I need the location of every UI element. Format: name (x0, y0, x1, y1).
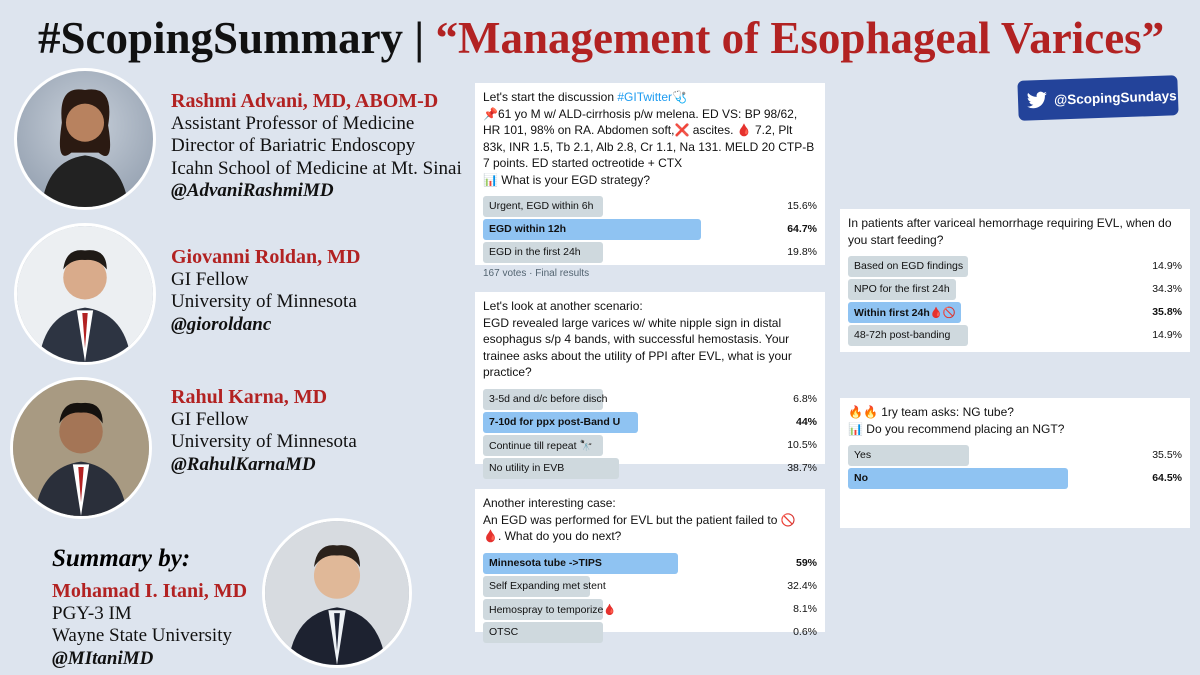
poll-card-failed-evl (475, 489, 825, 638)
poll-option-percent: 32.4% (787, 579, 817, 592)
question-line: Another interesting case: (483, 496, 616, 510)
poll-option (848, 468, 1182, 489)
hashtag-link[interactable]: #GITwitter (617, 90, 673, 104)
poll-option-percent: 35.8% (1152, 306, 1182, 318)
person-role: Director of Bariatric Endoscopy (171, 135, 416, 156)
person-name: Rashmi Advani, MD, ABOM-D (171, 90, 439, 112)
title-hashtag: #ScopingSummary | (38, 13, 436, 63)
poll-option (848, 256, 1182, 277)
person-role: GI Fellow (171, 268, 249, 290)
poll-option-label: Based on EGD findings (854, 260, 964, 272)
person-name: Rahul Karna, MD (171, 386, 328, 408)
poll-question (483, 495, 817, 545)
poll-option-percent: 64.7% (787, 223, 817, 235)
summary-heading: Summary by: (52, 545, 191, 572)
question-line: 📌61 yo M w/ ALD-cirrhosis p/w melena. ED VS: BP 98/62, HR 101, 98% on RA. Abdomen soft,❌ ascites. 🩸 7.2, Plt 83k, INR 1.5, Tb 2.1, Alb 2.8, Cr 1.1, Na 131. MELD 20 CTP-B 7 points. ED started octreotide + CTX (483, 106, 815, 170)
poll-option (848, 445, 1182, 466)
page-title (38, 10, 1178, 66)
question-line: 📊 Do you recommend placing an NGT? (848, 421, 1065, 436)
poll-question (848, 404, 1182, 437)
poll-option-label: EGD in the first 24h (489, 246, 581, 258)
poll-card-egd-strategy (475, 83, 825, 279)
poll-option-percent: 8.1% (793, 602, 817, 615)
avatar-rashmi-advani (14, 68, 156, 210)
poll-option (483, 622, 817, 643)
poll-option (483, 458, 817, 479)
poll-option (848, 325, 1182, 346)
poll-option-percent: 0.6% (793, 625, 817, 638)
person-role: GI Fellow (171, 408, 249, 430)
poll-option-percent: 44% (795, 415, 817, 428)
question-line: 📊 What is your EGD strategy? (483, 172, 650, 187)
poll-question (848, 215, 1182, 248)
poll-option-label: Within first 24h🩸🚫 (854, 307, 956, 319)
person-rahul-karna (171, 386, 357, 476)
question-line: In patients after variceal hemorrhage requiring EVL, when do you start feeding? (848, 216, 1172, 247)
poll-question (483, 89, 817, 188)
question-line: EGD revealed large varices w/ white nipple sign in distal esophagus s/p 4 bands, with successful hemostasis. Your trainee asks about the utility of PPI after EVL, what is your practice? (483, 315, 792, 379)
poll-option-percent: 38.7% (787, 461, 817, 474)
poll-option-label: Minnesota tube ->TIPS (489, 556, 602, 569)
poll-option-percent: 14.9% (1152, 329, 1182, 341)
twitter-bird-icon (1026, 89, 1049, 112)
poll-option-percent: 15.6% (787, 200, 817, 212)
person-handle: @gioroldanc (171, 313, 272, 335)
person-rashmi-advani (171, 90, 462, 203)
person-affiliation: Wayne State University (52, 625, 232, 646)
poll-option-label: 48-72h post-banding (854, 329, 951, 341)
person-handle: @MItaniMD (52, 647, 154, 669)
title-topic: “Management of Esophageal Varices” (435, 13, 1165, 63)
person-giovanni-roldan (171, 246, 360, 336)
poll-option-label: 7-10d for ppx post-Band U (489, 415, 621, 428)
poll-option-percent: 59% (795, 556, 817, 569)
poll-option-label: OTSC (489, 625, 519, 638)
poll-option (848, 302, 1182, 323)
poll-option (483, 389, 817, 410)
poll-option (483, 196, 817, 217)
poll-option (483, 599, 817, 620)
poll-option (483, 553, 817, 574)
person-handle: @AdvaniRashmiMD (171, 180, 334, 201)
poll-card-ppi-after-evl (475, 292, 825, 474)
poll-option-percent: 34.3% (1152, 283, 1182, 295)
poll-option-label: EGD within 12h (489, 223, 567, 235)
person-handle: @RahulKarnaMD (171, 453, 316, 475)
poll-option-label: Urgent, EGD within 6h (489, 200, 594, 212)
poll-option-percent: 10.5% (787, 438, 817, 451)
badge-label: @ScopingSundays (1053, 87, 1177, 108)
poll-option-label: 3-5d and d/c before disch (489, 392, 608, 405)
poll-option-percent: 14.9% (1152, 260, 1182, 272)
poll-option (483, 242, 817, 263)
question-line: Let's look at another scenario: (483, 299, 643, 313)
person-name: Giovanni Roldan, MD (171, 246, 361, 268)
poll-option-percent: 6.8% (793, 392, 817, 405)
poll-option-label: No (854, 472, 868, 484)
twitter-handle-badge (1017, 75, 1178, 121)
person-affiliation: Icahn School of Medicine at Mt. Sinai (171, 157, 462, 179)
poll-card-ngt (840, 398, 1190, 528)
question-line: 🔥🔥 1ry team asks: NG tube? (848, 405, 1014, 419)
poll-vote-count: 167 votes · Final results (483, 268, 590, 279)
person-affiliation: University of Minnesota (171, 431, 357, 452)
avatar-mohamad-itani (262, 518, 412, 668)
poll-option (483, 219, 817, 240)
poll-option-label: NPO for the first 24h (854, 283, 950, 295)
poll-question (483, 298, 817, 381)
poll-option-percent: 19.8% (787, 246, 817, 258)
stethoscope-emoji: 🩺 (672, 90, 687, 104)
person-name: Mohamad I. Itani, MD (52, 580, 248, 602)
poll-option (483, 412, 817, 433)
poll-option-label: Hemospray to temporize🩸 (489, 603, 617, 616)
question-text: Let's start the discussion (483, 90, 618, 104)
avatar-rahul-karna (10, 377, 152, 519)
poll-card-feeding-timing (840, 209, 1190, 352)
poll-option-label: Continue till repeat 🔭 (489, 439, 593, 452)
poll-option-percent: 35.5% (1152, 449, 1182, 461)
person-mohamad-itani (52, 580, 247, 670)
poll-option-bar (848, 468, 1068, 489)
question-line: An EGD was performed for EVL but the patient failed to 🚫 🩸. What do you do next? (483, 512, 796, 543)
poll-option (483, 435, 817, 456)
person-affiliation: University of Minnesota (171, 291, 357, 312)
poll-option-label: Self Expanding met stent (489, 579, 606, 592)
avatar-giovanni-roldan (14, 223, 156, 365)
person-role: PGY-3 IM (52, 602, 132, 624)
poll-option-label: Yes (854, 449, 872, 461)
poll-option (483, 576, 817, 597)
poll-option (848, 279, 1182, 300)
person-role: Assistant Professor of Medicine (171, 112, 415, 134)
poll-option-percent: 64.5% (1152, 472, 1182, 484)
poll-option-label: No utility in EVB (489, 461, 565, 474)
